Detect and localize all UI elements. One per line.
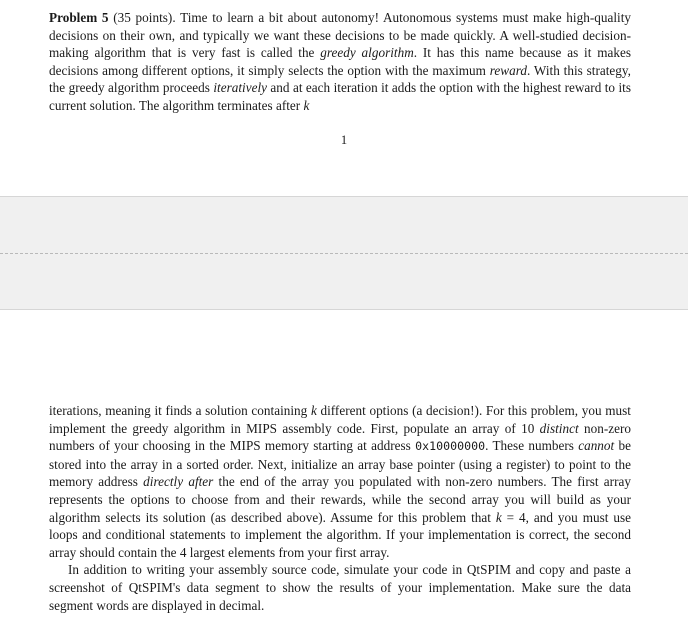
problem-5-paragraph [49, 9, 631, 115]
greedy-algorithm-term: greedy algorithm [320, 45, 414, 61]
intro-text-3: . With this strategy, the greedy algorithm proceeds [49, 62, 631, 96]
intro-text-1: Time to learn a bit about autonomy! Autonomous systems must make high-quality decisions on their own, and typically we want these decisions to be made quickly. A well-studied decision-making algorithm that is very fast is called the [49, 10, 631, 61]
page-gap [0, 196, 688, 310]
reward-term: reward [489, 62, 528, 78]
task-text-6: the end of the array you populated with non-zero numbers. The first array represents the options to choose from and their rewards, while the second array you will build as your algorithm selects its solution (as described above). Assume for this problem that [49, 474, 631, 525]
qtspim-paragraph: In addition to writing your assembly source code, simulate your code in QtSPIM and copy and paste a screenshot of QtSPIM's data segment to show the results of your implementation. Make sure the data segment words are displayed in decimal. [49, 562, 631, 613]
task-text-3: non-zero numbers of your choosing in the MIPS memory starting at address [49, 420, 631, 454]
variable-k: k [310, 403, 317, 418]
variable-k: k [495, 509, 502, 525]
task-text-1: iterations, meaning it finds a solution containing [49, 403, 311, 418]
task-paragraph [49, 402, 631, 561]
variable-k: k [303, 97, 310, 113]
task-text-7: = 4, and you must use loops and conditional statements to implement the algorithm. If your implementation is correct, the second array should contain the 4 largest elements from your first array. [49, 509, 631, 560]
problem-label: Problem 5 [49, 10, 109, 25]
page-number: 1 [340, 133, 348, 147]
intro-text-4: and at each iteration it adds the option with the highest reward to its current solution. The algorithm terminates after [49, 80, 631, 113]
cannot-term: cannot [578, 438, 615, 454]
directly-after-term: directly after [143, 474, 214, 490]
task-text-2: different options (a decision!). For this problem, you must implement the greedy algorithm in MIPS assembly code. First, populate an array of 10 [49, 403, 631, 436]
page-1 [0, 0, 688, 196]
intro-text-2: . It has this name because as it makes decisions among different options, it simply selects the option with the maximum [49, 45, 631, 78]
problem-points: (35 points). [113, 10, 176, 25]
page-break-divider [0, 253, 688, 254]
distinct-term: distinct [539, 420, 579, 436]
task-text-5: be stored into the array in a sorted order. Next, initialize an array base pointer (using a register) to point to the memory address [49, 438, 631, 490]
problem-5-continuation [49, 402, 631, 614]
memory-address: 0x10000000 [415, 439, 486, 454]
iteratively-term: iteratively [213, 80, 268, 96]
problem-5-intro [49, 9, 631, 115]
task-text-4: . These numbers [485, 438, 579, 454]
